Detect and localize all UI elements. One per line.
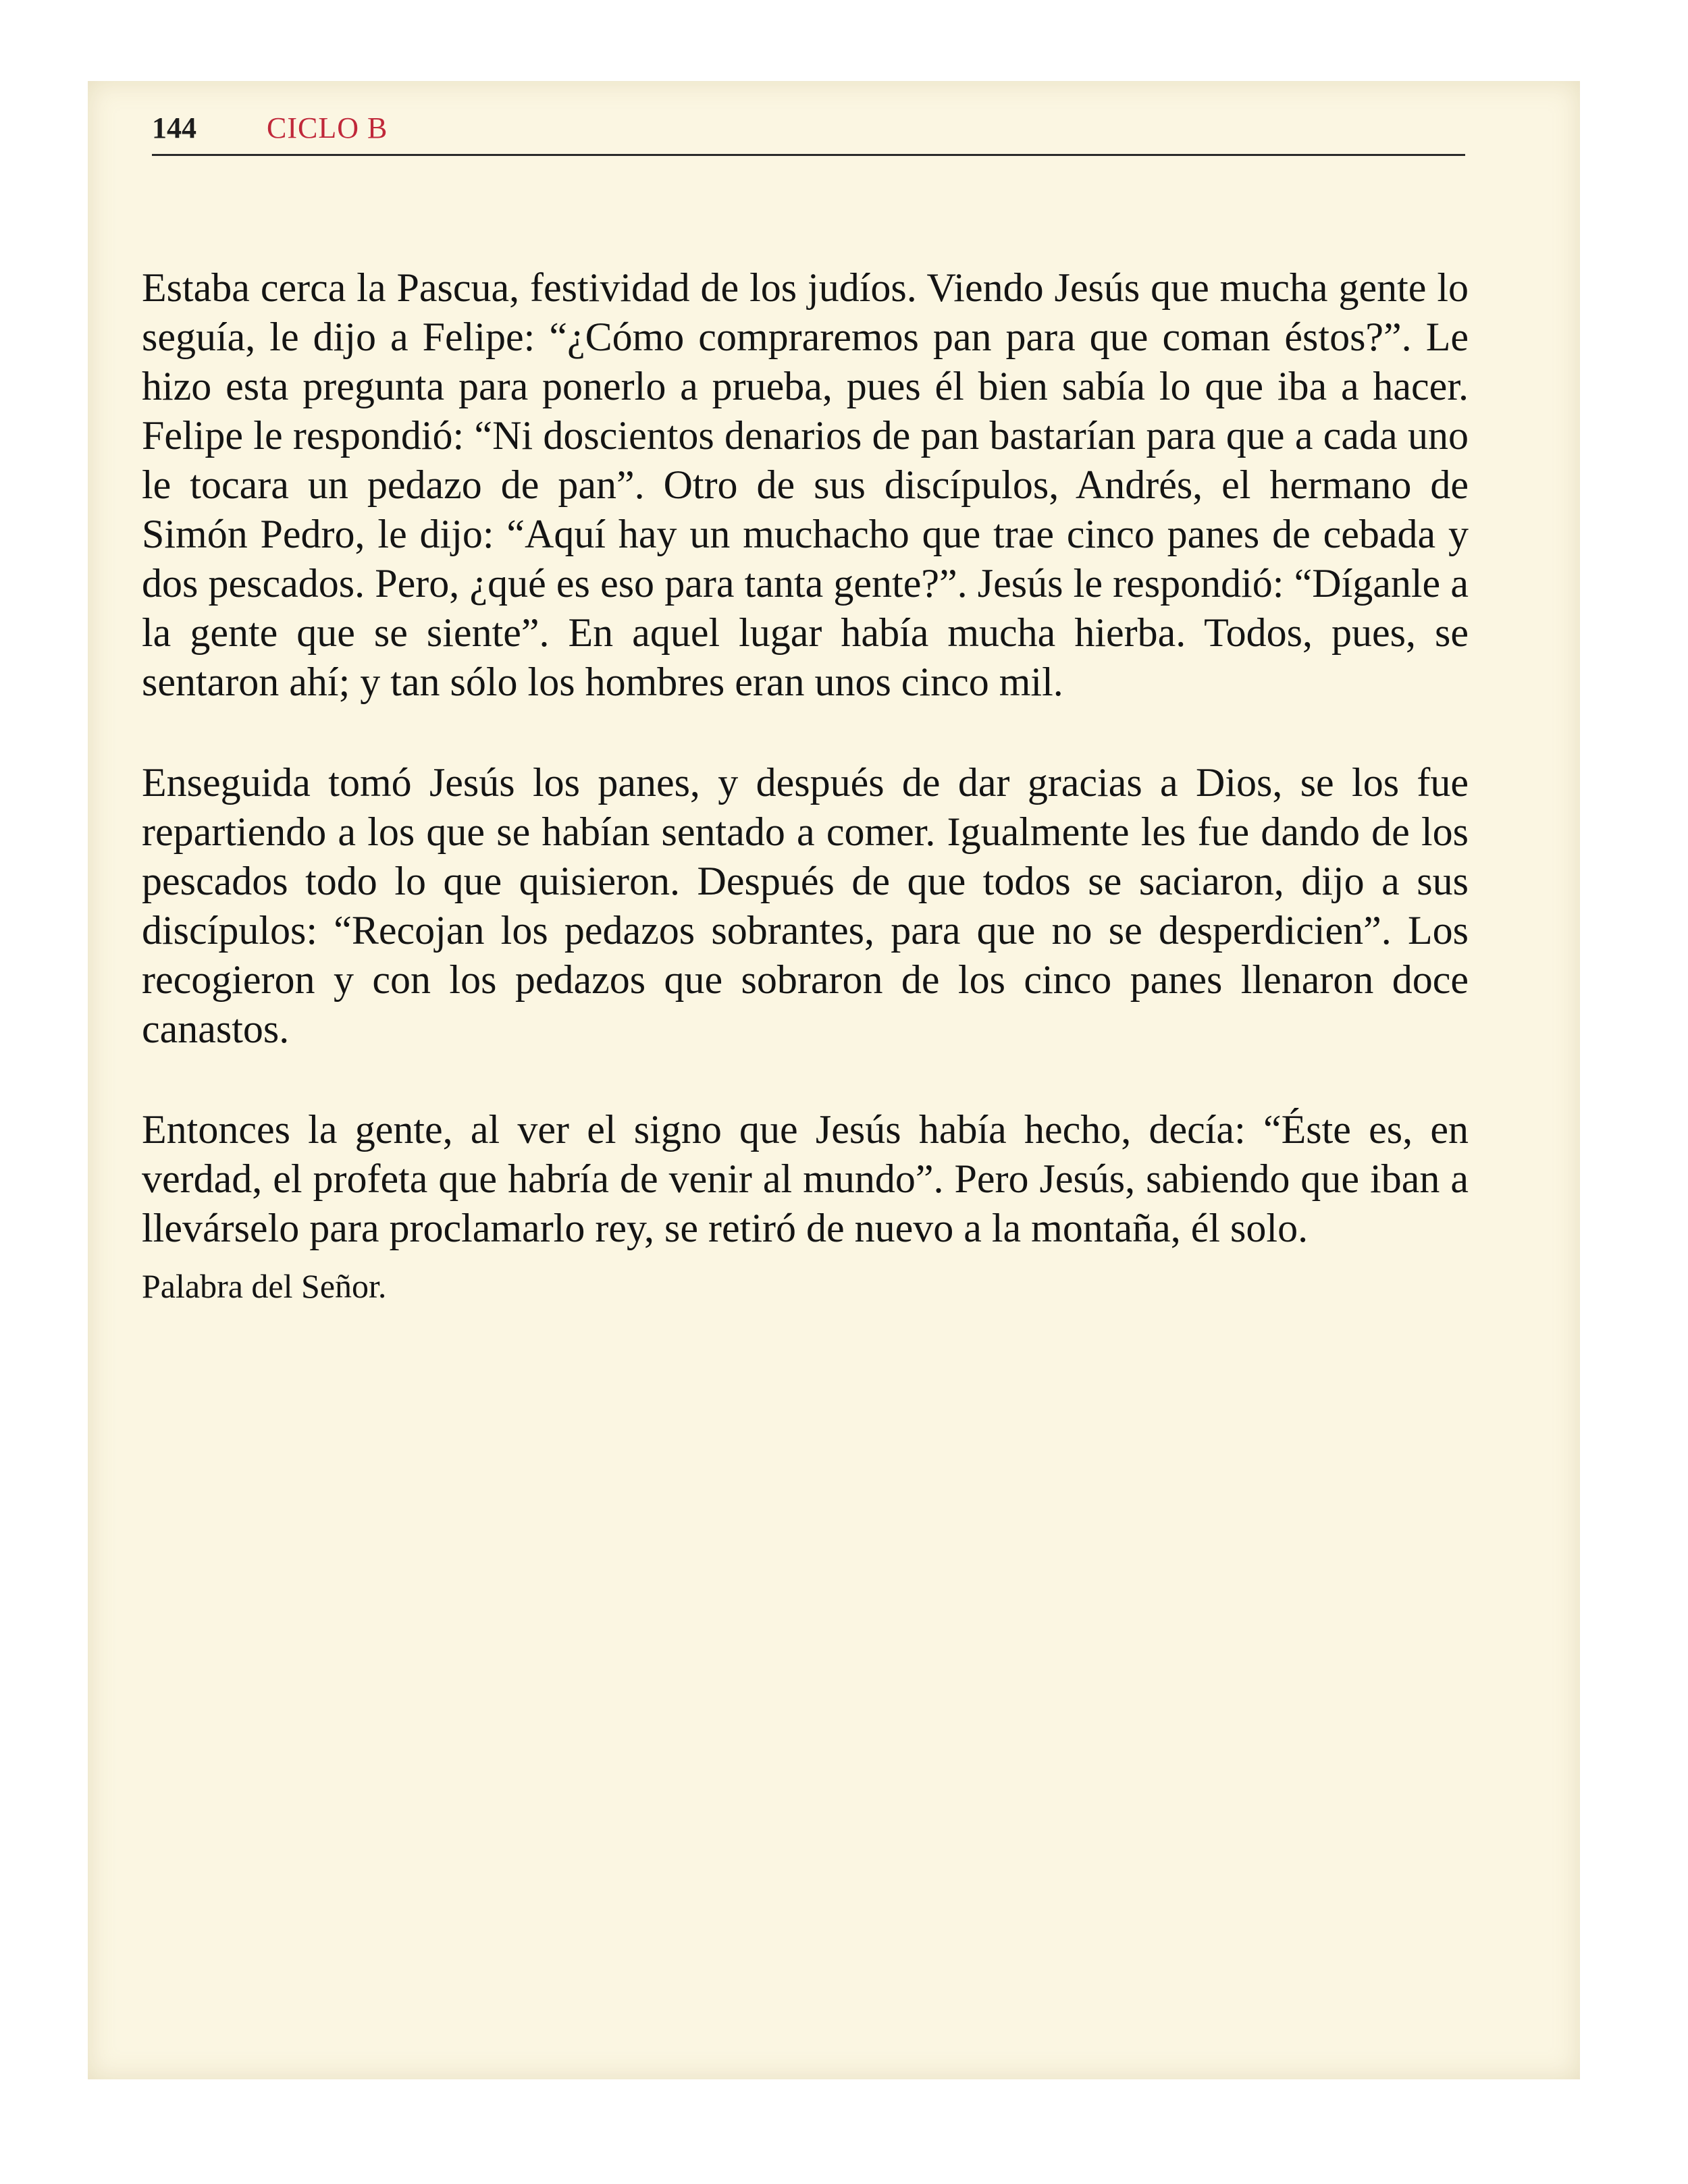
paragraph-1: Estaba cerca la Pascua, festividad de los judíos. Viendo Jesús que mucha gente lo seguía, le dijo a Felipe: “¿Cómo compraremos pan para que coman éstos?”. Le hizo esta pregunta para ponerlo a prueba, pues él bien sabía lo que iba a hacer. Felipe le respondió: “Ni doscientos denarios de pan bastarían para que a cada uno le tocara un pedazo de pan”. Otro de sus discípulos, Andrés, el hermano de Simón Pedro, le dijo: “Aquí hay un muchacho que trae cinco panes de cebada y dos pescados. Pero, ¿qué es eso para tanta gente?”. Jesús le respondió: “Díganle a la gente que se siente”. En aquel lugar había mucha hierba. Todos, pues, se sentaron ahí; y tan sólo los hombres eran unos cinco mil. bbox=[142, 265, 1469, 704]
paragraph-2: Enseguida tomó Jesús los panes, y después de dar gracias a Dios, se los fue repartiendo a los que se habían sentado a comer. Igualmente les fue dando de los pescados todo lo que quisieron. Después de que todos se saciaron, dijo a sus discípulos: “Recojan los pedazos sobrantes, para que no se desperdicien”. Los recogieron y con los pedazos que sobraron de los cinco panes llenaron doce canastos. bbox=[142, 760, 1469, 1051]
paragraph-3: Entonces la gente, al ver el signo que Jesús había hecho, decía: “Éste es, en verdad, el profeta que habría de venir al mundo”. Pero Jesús, sabiendo que iban a llevárselo para proclamarlo rey, se retiró de nuevo a la montaña, él solo. bbox=[142, 1107, 1469, 1250]
closing-acclamation: Palabra del Señor. bbox=[142, 1267, 387, 1305]
page-number: 144 bbox=[152, 111, 196, 144]
page-header bbox=[152, 107, 1465, 156]
section-label: CICLO B bbox=[267, 111, 388, 144]
gospel-text bbox=[142, 263, 1469, 1310]
